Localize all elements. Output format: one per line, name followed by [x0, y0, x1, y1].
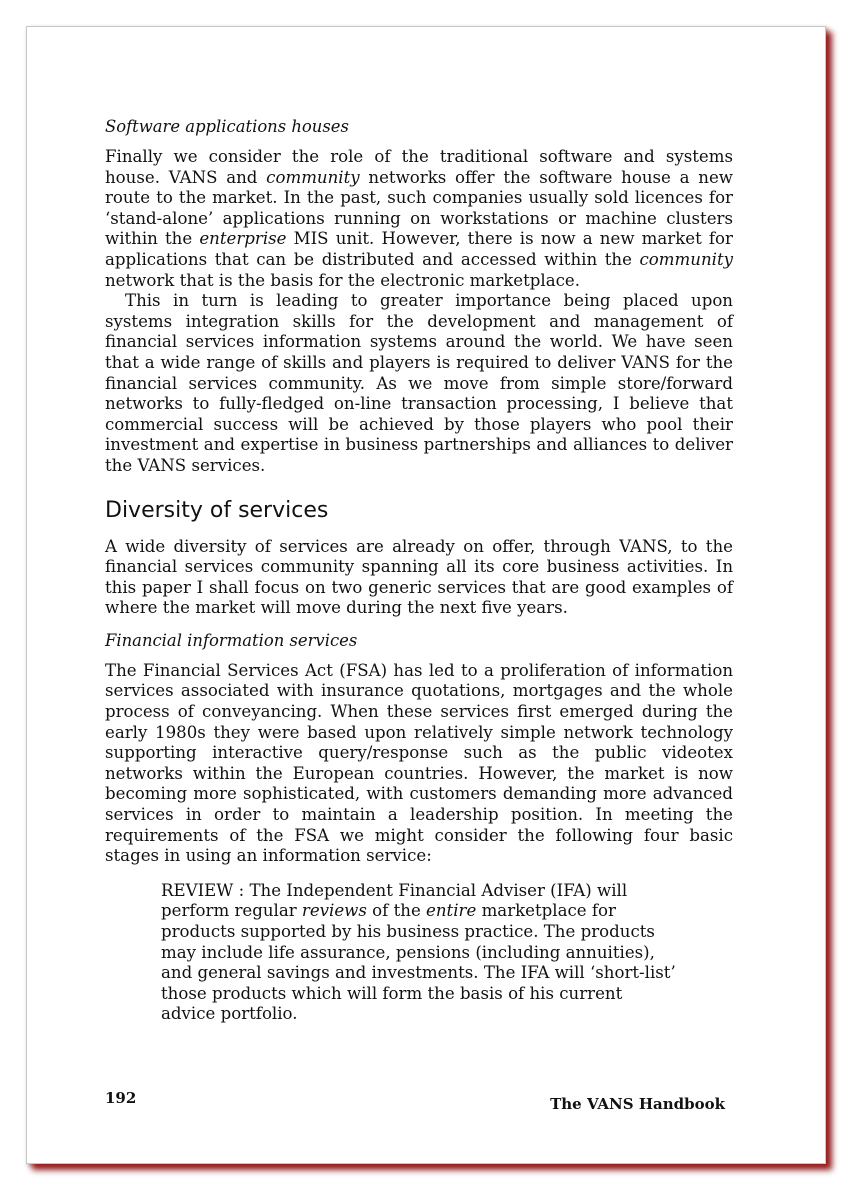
paragraph-software-houses: [105, 147, 733, 291]
text-run: REVIEW : The Independent Financial Adviser (IFA) will perform regular: [161, 880, 628, 921]
review-block: [161, 881, 681, 1025]
subheading-software-houses: Software applications houses: [105, 117, 349, 136]
text-run: network that is the basis for the electronic marketplace.: [105, 270, 580, 290]
italic-term: enterprise: [199, 229, 287, 249]
italic-term: entire: [426, 901, 477, 921]
italic-term: community: [266, 167, 360, 187]
paragraph-diversity: A wide diversity of services are already on offer, through VANS, to the financial services community spanning all its core business activities. In this paper I shall focus on two generic services that are good examples of where the market will move during the next five years.: [105, 536, 733, 618]
subheading-financial-information: Financial information services: [105, 630, 358, 650]
heading-diversity-of-services: Diversity of services: [105, 497, 329, 523]
italic-term: reviews: [301, 901, 367, 921]
page-number: 192: [105, 1089, 137, 1107]
italic-term: community: [639, 249, 733, 269]
book-title-footer: The VANS Handbook: [550, 1095, 725, 1113]
text-run: networks offer the software house a new route to the market. In the past, such companies usually sold licences for ‘stand-alone’ applications running on workstations or machine clusters within the: [105, 167, 733, 249]
text-run: of the: [366, 901, 427, 921]
page-content: [105, 117, 733, 1025]
text-run: marketplace for products supported by his business practice. The products may include life assurance, pensions (including annuities), and general savings and investments. The IFA will ‘short-list’ those products which will form the basis of his current advice portfolio.: [161, 901, 676, 1024]
paragraph-systems-integration: This in turn is leading to greater importance being placed upon systems integration skills for the development and management of financial services information systems around the world. We have seen that a wide range of skills and players is required to deliver VANS for the financial services community. As we move from simple store/forward networks to fully-fledged on-line transaction processing, I believe that commercial success will be achieved by those players who pool their investment and expertise in business partnerships and alliances to deliver the VANS services.: [105, 291, 733, 475]
paragraph-fsa: The Financial Services Act (FSA) has led to a proliferation of information services associated with insurance quotations, mortgages and the whole process of conveyancing. When these services first emerged during the early 1980s they were based upon relatively simple network technology supporting interactive query/response such as the public videotex networks within the European countries. However, the market is now becoming more sophisticated, with customers demanding more advanced services in order to maintain a leadership position. In meeting the requirements of the FSA we might consider the following four basic stages in using an information service:: [105, 660, 733, 866]
document-page: [26, 26, 826, 1164]
text-run: Finally we consider the role of the traditional software and systems house. VANS and: [105, 147, 733, 187]
text-run: MIS unit. However, there is now a new market for applications that can be distributed and accessed within the: [105, 229, 733, 269]
